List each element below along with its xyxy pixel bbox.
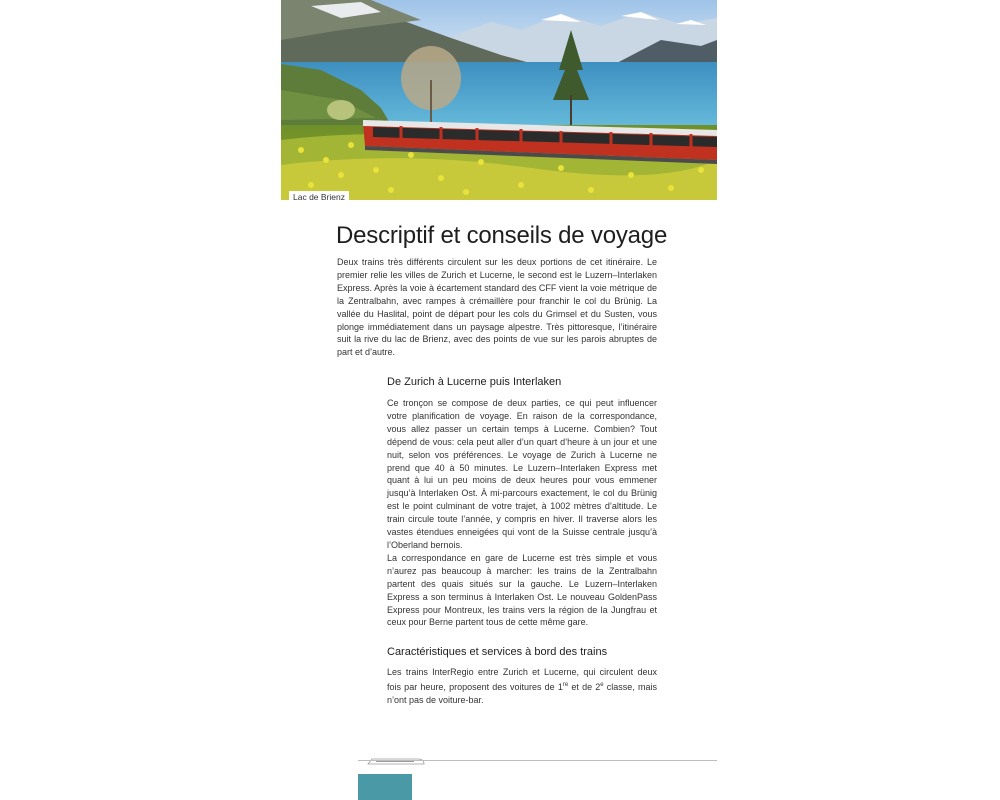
page-title: Descriptif et conseils de voyage xyxy=(336,222,668,249)
section-heading-services: Caractéristiques et services à bord des trains xyxy=(387,646,608,658)
services-text-part2: et de 2 xyxy=(568,681,601,692)
services-text-part1: Les trains InterRegio entre Zurich et Lucerne, qui circulent deux fois par heure, proposent des voitures de 1 xyxy=(387,667,657,692)
photo-caption: Lac de Brienz xyxy=(289,191,349,203)
section-heading-route: De Zurich à Lucerne puis Interlaken xyxy=(387,376,562,388)
services-text-part3: classe, mais n’ont pas de voiture-bar. xyxy=(387,681,657,705)
route-paragraph-2: La correspondance en gare de Lucerne est très simple et vous n’aurez pas beaucoup à marcher: les trains de la Zentralbahn partent des quais situés sur la gauche. Le Luzern–Interlaken Express a son terminus à Interlaken Ost. Le nouveau GoldenPass Express pour Montreux, les trains vers la région de la Jungfrau et ceux pour Berne partent tous de cette même gare. xyxy=(387,552,657,628)
footer-divider xyxy=(358,760,717,761)
services-sup-1: re xyxy=(562,681,569,688)
section-body-services xyxy=(387,666,657,707)
lake-train-photo xyxy=(281,0,717,200)
train-icon xyxy=(366,753,426,771)
intro-paragraph: Deux trains très différents circulent sur les deux portions de cet itinéraire. Le premier relie les villes de Zurich et Lucerne, le second est le Luzern–Interlaken Express. Après la voie à écartement standard des CFF vient la voie métrique de la Zentralbahn, avec rampes à crémaillère pour franchir le col du Brünig. La vallée du Haslital, point de départ pour les cols du Grimsel et du Susten, vous plonge immédiatement dans un paysage alpestre. Très pittoresque, l’itinéraire suit la rive du lac de Brienz, avec des points de vue sur les parois abruptes de part et d’autre. xyxy=(337,257,657,358)
page-number-tab xyxy=(358,774,412,800)
section-body-route xyxy=(387,397,657,629)
route-paragraph-1: Ce tronçon se compose de deux parties, ce qui peut influencer votre planification de voyage. En raison de la correspondance, vous allez passer un certain temps à Lucerne. Combien? Tout dépend de vous: cela peut aller d’un quart d’heure à un jour et une nuit, selon vos préférences. Le voyage de Zurich à Lucerne ne prend que 40 à 50 minutes. Le Luzern–Interlaken Express met quant à lui un peu moins de deux heures pour vous emmener jusqu’à Interlaken Ost. À mi-parcours exactement, le col du Brünig est le point culminant de votre trajet, à 1002 mètres d’altitude. Le train circule toute l’année, y compris en hiver. Il traverse alors les vastes étendues enneigées qui vont de la Suisse centrale jusqu’à l’Oberland bernois. xyxy=(387,398,657,550)
services-sup-2: e xyxy=(600,681,604,688)
